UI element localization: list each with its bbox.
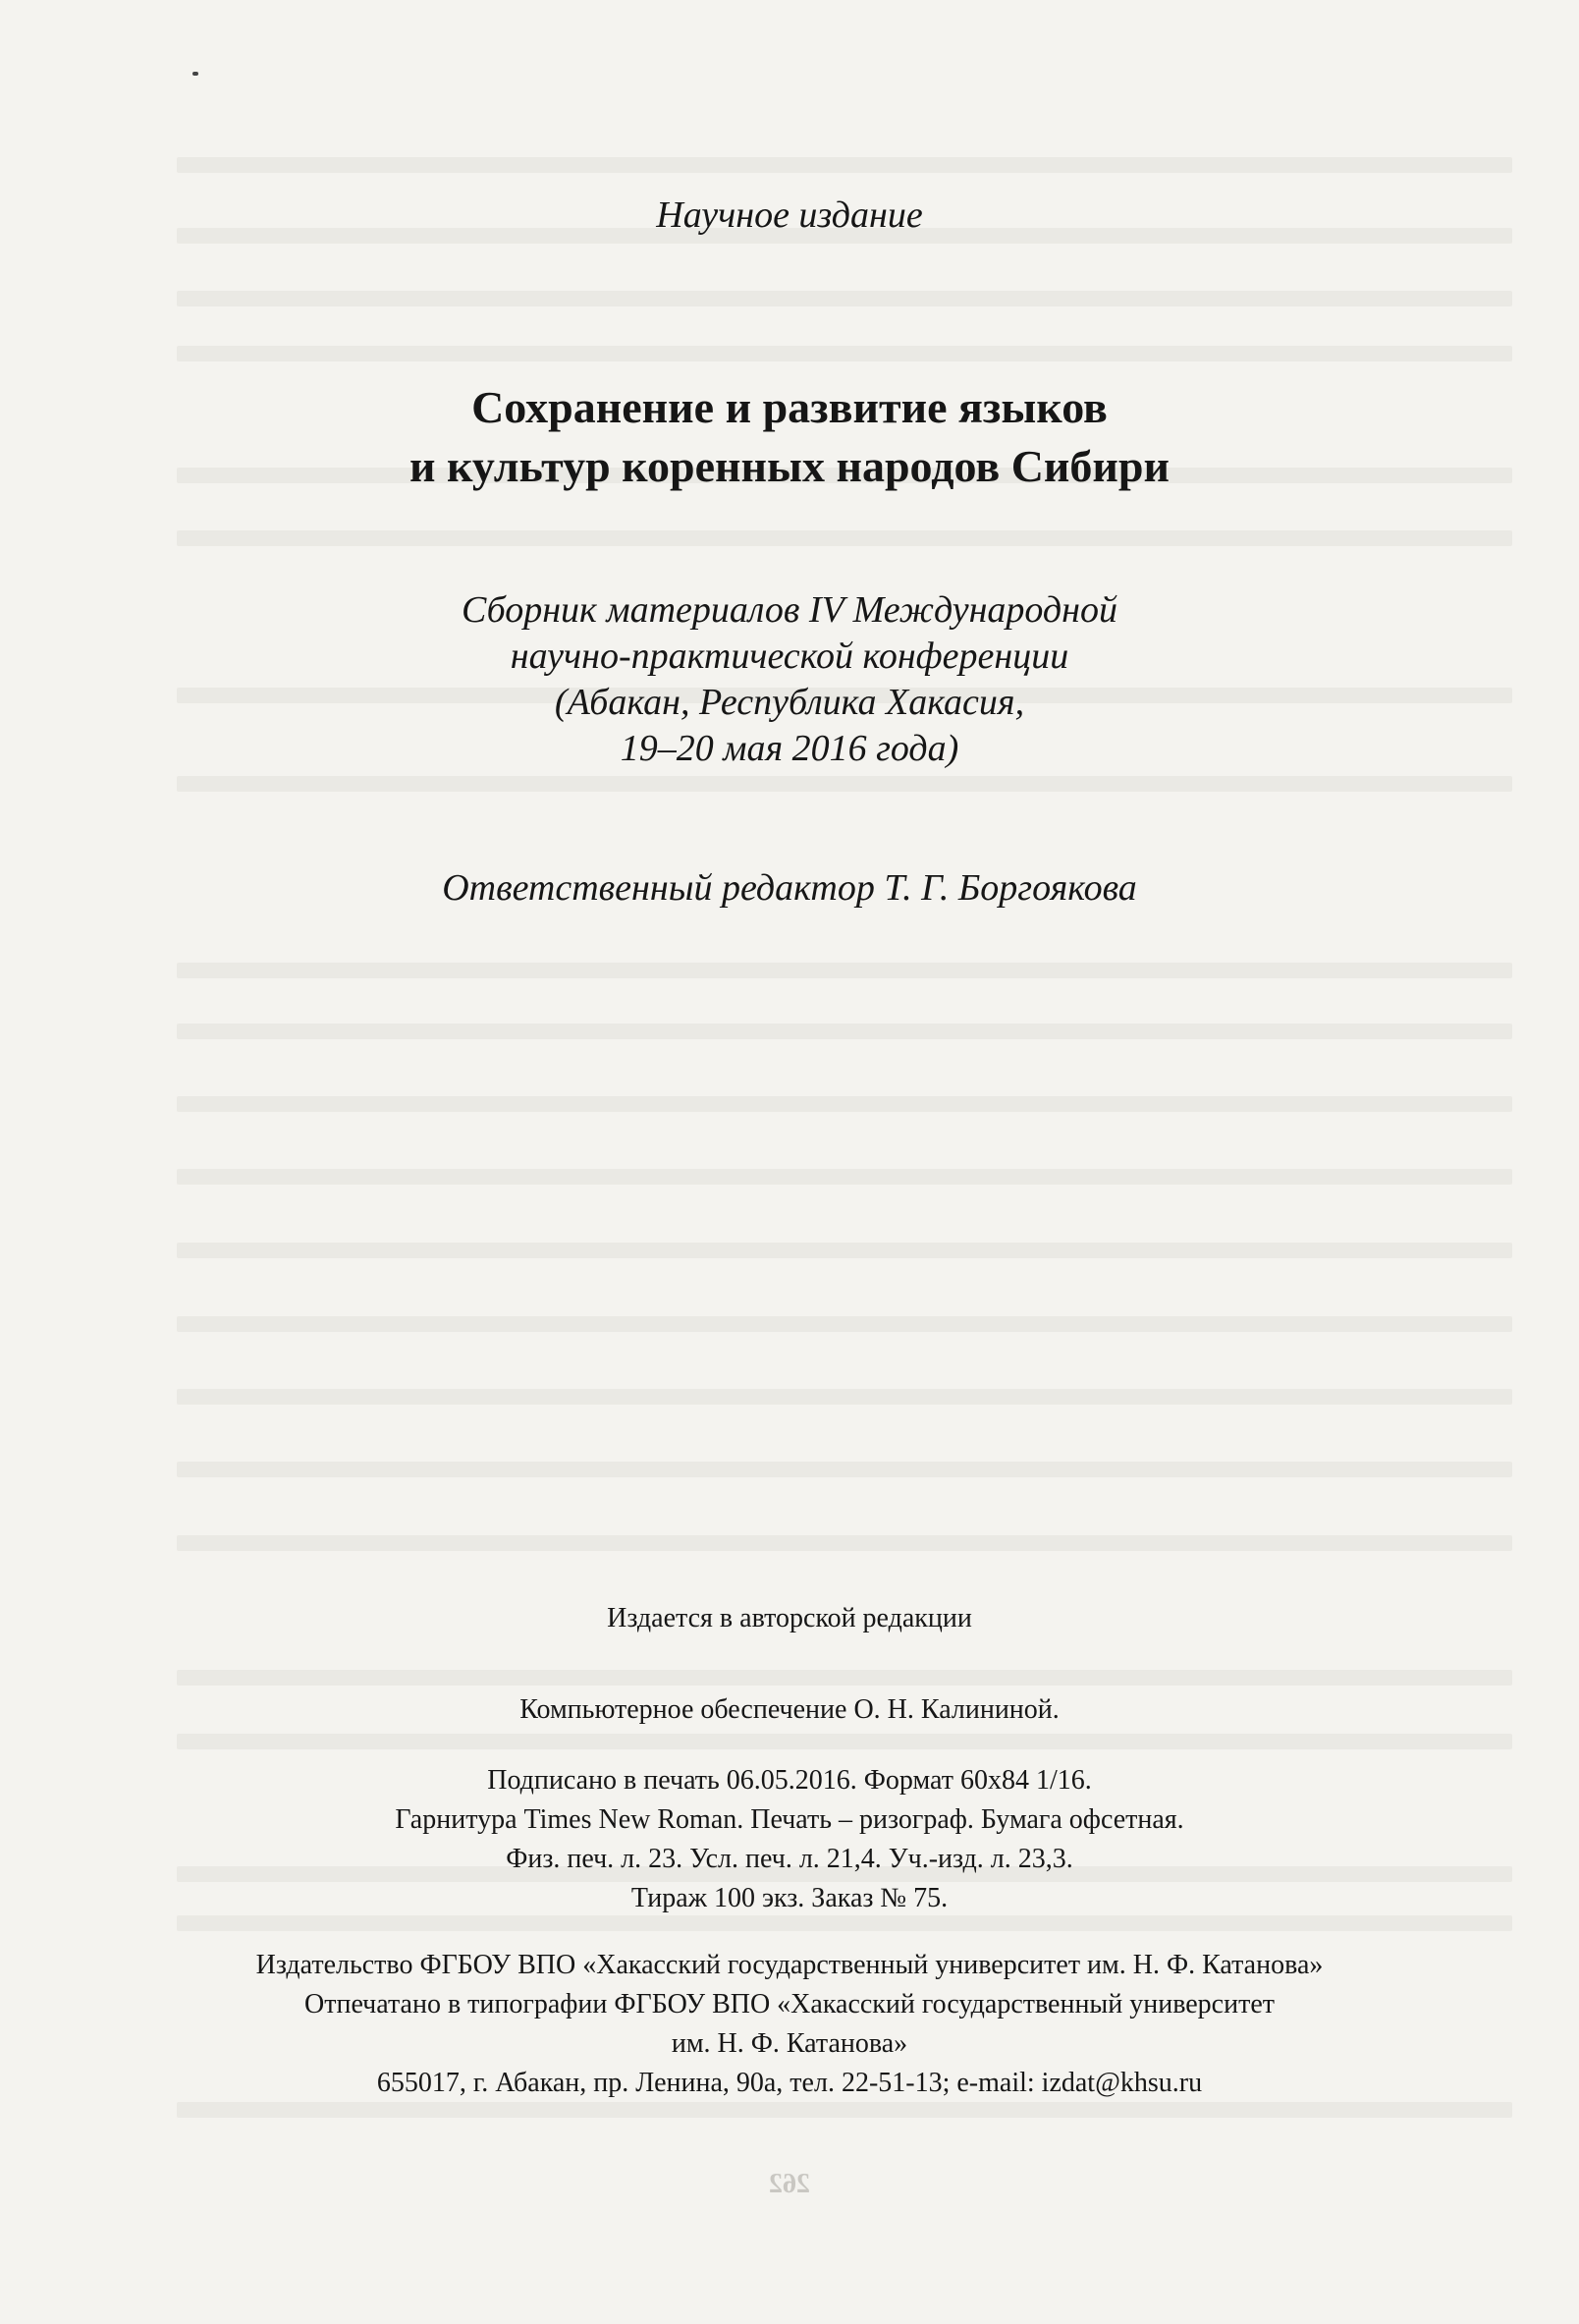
publication-kind — [0, 194, 1579, 237]
responsible-editor — [0, 866, 1579, 910]
print-details-line-4: Тираж 100 экз. Заказ № 75. — [630, 1883, 949, 1913]
computer-support — [0, 1694, 1579, 1726]
book-subtitle-line-2: научно-практической конференции — [510, 636, 1069, 677]
publisher-line-2: Отпечатано в типографии ФГБОУ ВПО «Хакасский государственный университет — [304, 1989, 1275, 2020]
show-through-line — [177, 1316, 1512, 1332]
show-through-line — [177, 1096, 1512, 1112]
show-through-line — [177, 1243, 1512, 1258]
scan-speck — [192, 72, 198, 76]
computer-support-text: Компьютерное обеспечение О. Н. Калининой. — [519, 1694, 1060, 1725]
publisher-line-3: им. Н. Ф. Катанова» — [671, 2028, 908, 2059]
publication-kind-text: Научное издание — [656, 194, 923, 236]
show-through-line — [177, 291, 1512, 306]
show-through-line — [177, 1734, 1512, 1749]
page-number — [0, 2169, 1579, 2200]
book-title-line-2: и культур коренных народов Сибири — [408, 441, 1171, 491]
book-subtitle-line-3: (Абакан, Республика Хакасия, — [554, 682, 1025, 723]
show-through-line — [177, 1169, 1512, 1185]
book-subtitle — [0, 587, 1579, 772]
show-through-line — [177, 776, 1512, 792]
show-through-line — [177, 157, 1512, 173]
show-through-line — [177, 2102, 1512, 2118]
print-details-line-3: Физ. печ. л. 23. Усл. печ. л. 21,4. Уч.-изд. л. 23,3. — [506, 1844, 1073, 1874]
book-title-line-1: Сохранение и развитие языков — [471, 382, 1108, 432]
book-title — [0, 378, 1579, 496]
publisher-line-1: Издательство ФГБОУ ВПО «Хакасский государственный университет им. Н. Ф. Катанова» — [255, 1950, 1324, 1980]
publisher-imprint — [0, 1946, 1579, 2103]
print-details — [0, 1761, 1579, 1918]
edition-note — [0, 1603, 1579, 1634]
show-through-line — [177, 963, 1512, 978]
responsible-editor-text: Ответственный редактор Т. Г. Боргоякова — [442, 867, 1137, 909]
edition-note-text: Издается в авторской редакции — [607, 1603, 972, 1633]
show-through-line — [177, 346, 1512, 361]
print-details-line-1: Подписано в печать 06.05.2016. Формат 60x84 1/16. — [487, 1765, 1092, 1796]
print-details-line-2: Гарнитура Times New Roman. Печать – ризограф. Бумага офсетная. — [395, 1804, 1184, 1835]
book-subtitle-line-4: 19–20 мая 2016 года) — [620, 728, 959, 769]
show-through-line — [177, 1389, 1512, 1405]
show-through-line — [177, 1670, 1512, 1686]
show-through-line — [177, 530, 1512, 546]
show-through-line — [177, 1024, 1512, 1039]
show-through-line — [177, 1535, 1512, 1551]
show-through-line — [177, 1462, 1512, 1477]
page-number-text: 262 — [769, 2169, 810, 2199]
book-subtitle-line-1: Сборник материалов IV Международной — [461, 589, 1117, 631]
publisher-line-4: 655017, г. Абакан, пр. Ленина, 90а, тел. 22-51-13; e-mail: izdat@khsu.ru — [376, 2068, 1203, 2098]
